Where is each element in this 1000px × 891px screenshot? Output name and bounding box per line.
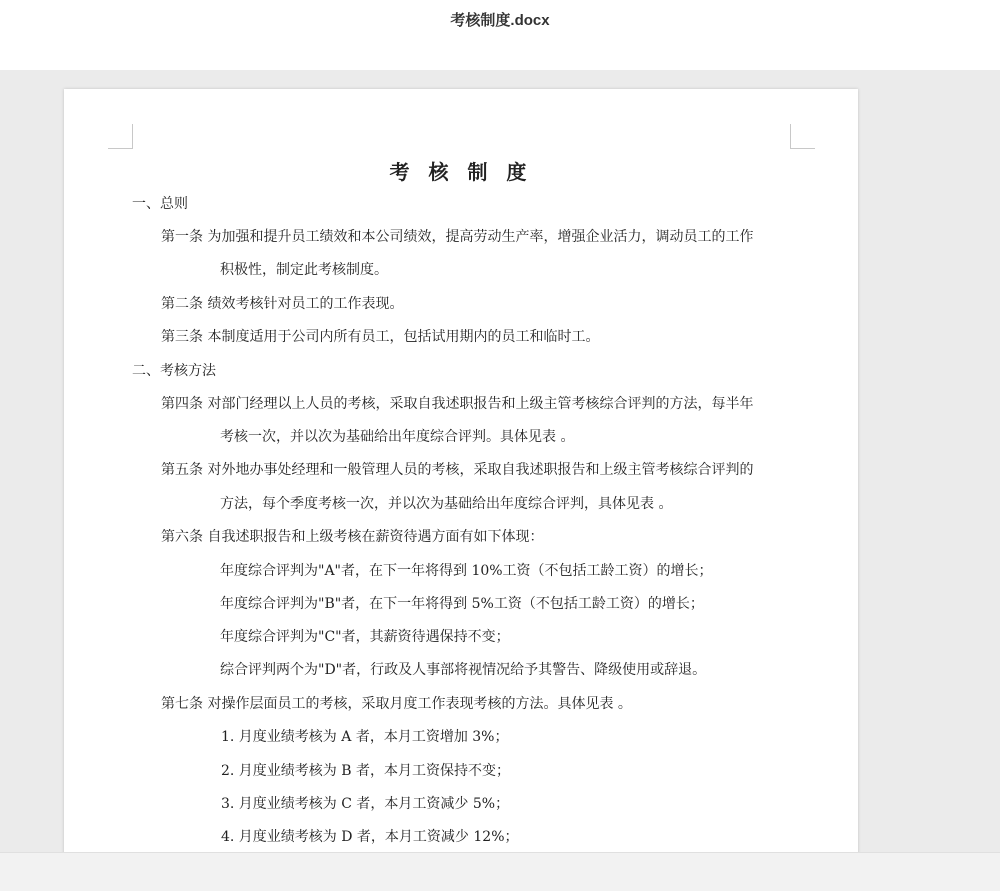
rule-item: 综合评判两个为"D"者，行政及人事部将视情况给予其警告、降级使用或辞退。 [220, 662, 707, 678]
numbered-item: 1. 月度业绩考核为 A 者，本月工资增加 3%； [221, 729, 509, 745]
document-filename: 考核制度.docx [450, 12, 550, 29]
numbered-item: 2. 月度业绩考核为 B 者，本月工资保持不变； [221, 763, 510, 779]
article-line: 第六条 自我述职报告和上级考核在薪资待遇方面有如下体现： [161, 529, 544, 545]
rule-item: 年度综合评判为"C"者，其薪资待遇保持不变； [220, 629, 510, 645]
article-continuation: 方法，每个季度考核一次，并以次为基础给出年度综合评判，具体见表 。 [220, 496, 673, 512]
article-line: 第七条 对操作层面员工的考核，采取月度工作表现考核的方法。具体见表 。 [161, 696, 632, 712]
numbered-item: 3. 月度业绩考核为 C 者，本月工资减少 5%； [221, 796, 510, 812]
status-bar [0, 852, 1000, 891]
article-line: 第一条 为加强和提升员工绩效和本公司绩效，提高劳动生产率，增强企业活力，调动员工的工作 [161, 229, 754, 245]
document-title: 考 核 制 度 [389, 160, 533, 184]
rule-item: 年度综合评判为"B"者，在下一年将得到 5%工资（不包括工龄工资）的增长； [220, 596, 704, 612]
article-line: 第四条 对部门经理以上人员的考核，采取自我述职报告和上级主管考核综合评判的方法，每半年 [161, 396, 754, 412]
article-line: 第五条 对外地办事处经理和一般管理人员的考核，采取自我述职报告和上级主管考核综合评判的 [161, 462, 754, 478]
rule-item: 年度综合评判为"A"者，在下一年将得到 10%工资（不包括工龄工资）的增长； [220, 563, 713, 579]
article-line: 第三条 本制度适用于公司内所有员工，包括试用期内的员工和临时工。 [161, 329, 600, 345]
section-heading: 二、考核方法 [132, 363, 216, 379]
document-page[interactable] [64, 89, 858, 852]
numbered-item: 4. 月度业绩考核为 D 者，本月工资减少 12%； [221, 829, 519, 845]
article-continuation: 积极性，制定此考核制度。 [220, 262, 388, 278]
document-workspace[interactable] [0, 70, 1000, 852]
article-continuation: 考核一次，并以次为基础给出年度综合评判。具体见表 。 [220, 429, 575, 445]
title-bar [0, 0, 1000, 70]
margin-corner-top-right [790, 124, 815, 149]
article-line: 第二条 绩效考核针对员工的工作表现。 [161, 296, 404, 312]
margin-corner-top-left [108, 124, 133, 149]
section-heading: 一、总则 [132, 196, 188, 212]
